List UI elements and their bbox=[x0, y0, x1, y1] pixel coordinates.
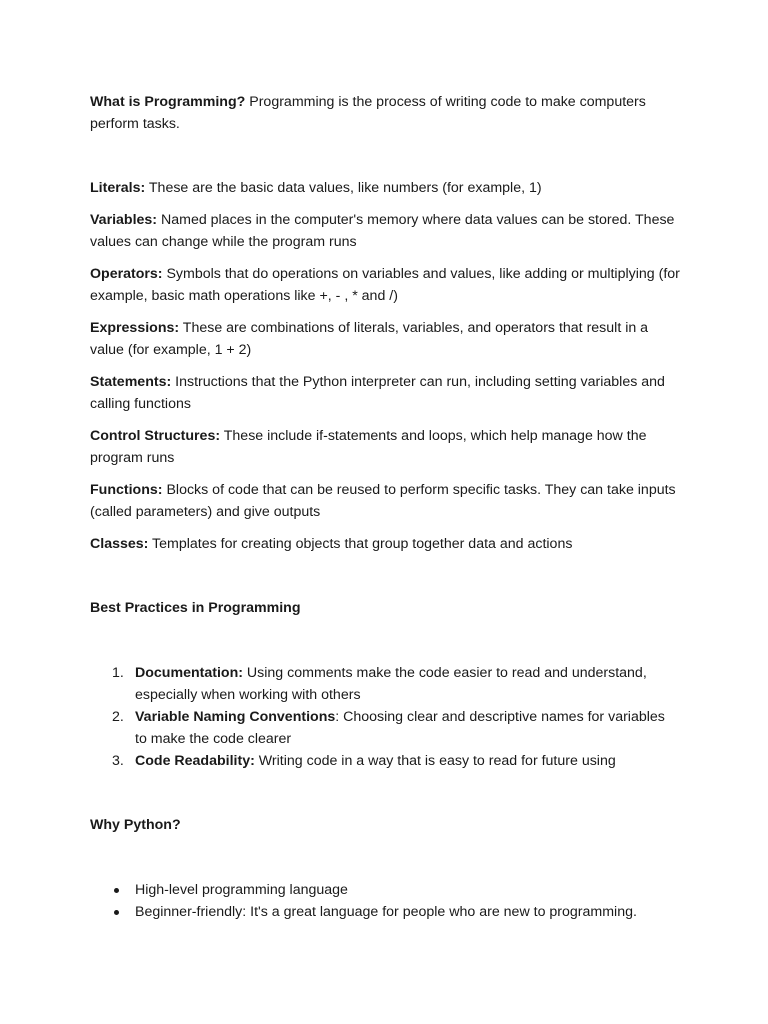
definition-variables bbox=[90, 209, 680, 253]
list-item-term: Documentation: bbox=[135, 665, 243, 681]
definition-term: Statements: bbox=[90, 374, 172, 390]
list-item-text: High-level programming language bbox=[135, 882, 348, 898]
definition-term: Expressions: bbox=[90, 320, 180, 336]
definition-term: Operators: bbox=[90, 266, 163, 282]
definition-operators bbox=[90, 263, 680, 307]
definition-text: These are combinations of literals, variables, and operators that result in a value (for example, 1 + 2) bbox=[90, 320, 649, 358]
bullet-icon bbox=[114, 888, 119, 893]
definition-functions bbox=[90, 479, 680, 523]
definition-statements bbox=[90, 371, 680, 415]
list-item bbox=[90, 706, 680, 750]
definition-classes bbox=[90, 533, 680, 555]
why-python-heading: Why Python? bbox=[90, 817, 181, 833]
definition-text: Symbols that do operations on variables and values, like adding or multiplying (for example, basic math operations like +, - , * and /) bbox=[90, 266, 680, 304]
definition-term: Classes: bbox=[90, 536, 149, 552]
list-number: 1. bbox=[112, 665, 124, 681]
list-item bbox=[90, 901, 680, 923]
definition-text: Instructions that the Python interpreter can run, including setting variables and calling functions bbox=[90, 374, 665, 412]
intro-text: Programming is the process of writing code to make computers perform tasks. bbox=[90, 94, 646, 132]
list-item-text: Writing code in a way that is easy to read for future using bbox=[254, 753, 616, 769]
definition-term: Literals: bbox=[90, 180, 146, 196]
list-number: 2. bbox=[112, 709, 124, 725]
best-practices-heading: Best Practices in Programming bbox=[90, 600, 301, 616]
definition-control-structures bbox=[90, 425, 680, 469]
best-practices-list bbox=[90, 662, 680, 772]
definition-text: Named places in the computer's memory where data values can be stored. These values can change while the program runs bbox=[90, 212, 675, 250]
list-item-text: : Choosing clear and descriptive names for variables to make the code clearer bbox=[135, 709, 665, 747]
definition-text: These are the basic data values, like numbers (for example, 1) bbox=[145, 180, 542, 196]
definition-expressions bbox=[90, 317, 680, 361]
list-item bbox=[90, 879, 680, 901]
why-python-list bbox=[90, 879, 680, 923]
list-item-term: Variable Naming Conventions bbox=[135, 709, 336, 725]
intro-paragraph bbox=[90, 91, 680, 135]
bullet-icon bbox=[114, 910, 119, 915]
definition-term: Control Structures: bbox=[90, 428, 221, 444]
definition-text: Templates for creating objects that group together data and actions bbox=[148, 536, 573, 552]
list-number: 3. bbox=[112, 753, 124, 769]
definition-text: Blocks of code that can be reused to perform specific tasks. They can take inputs (called parameters) and give outputs bbox=[90, 482, 676, 520]
list-item-text: Using comments make the code easier to read and understand, especially when working with others bbox=[135, 665, 647, 703]
list-item-term: Code Readability: bbox=[135, 753, 255, 769]
definition-term: Variables: bbox=[90, 212, 158, 228]
document-page bbox=[90, 91, 680, 923]
intro-term: What is Programming? bbox=[90, 94, 246, 110]
definition-literals bbox=[90, 177, 680, 199]
definition-term: Functions: bbox=[90, 482, 163, 498]
list-item bbox=[90, 750, 680, 772]
list-item bbox=[90, 662, 680, 706]
list-item-text: Beginner-friendly: It's a great language for people who are new to programming. bbox=[135, 904, 637, 920]
definition-text: These include if-statements and loops, which help manage how the program runs bbox=[90, 428, 647, 466]
